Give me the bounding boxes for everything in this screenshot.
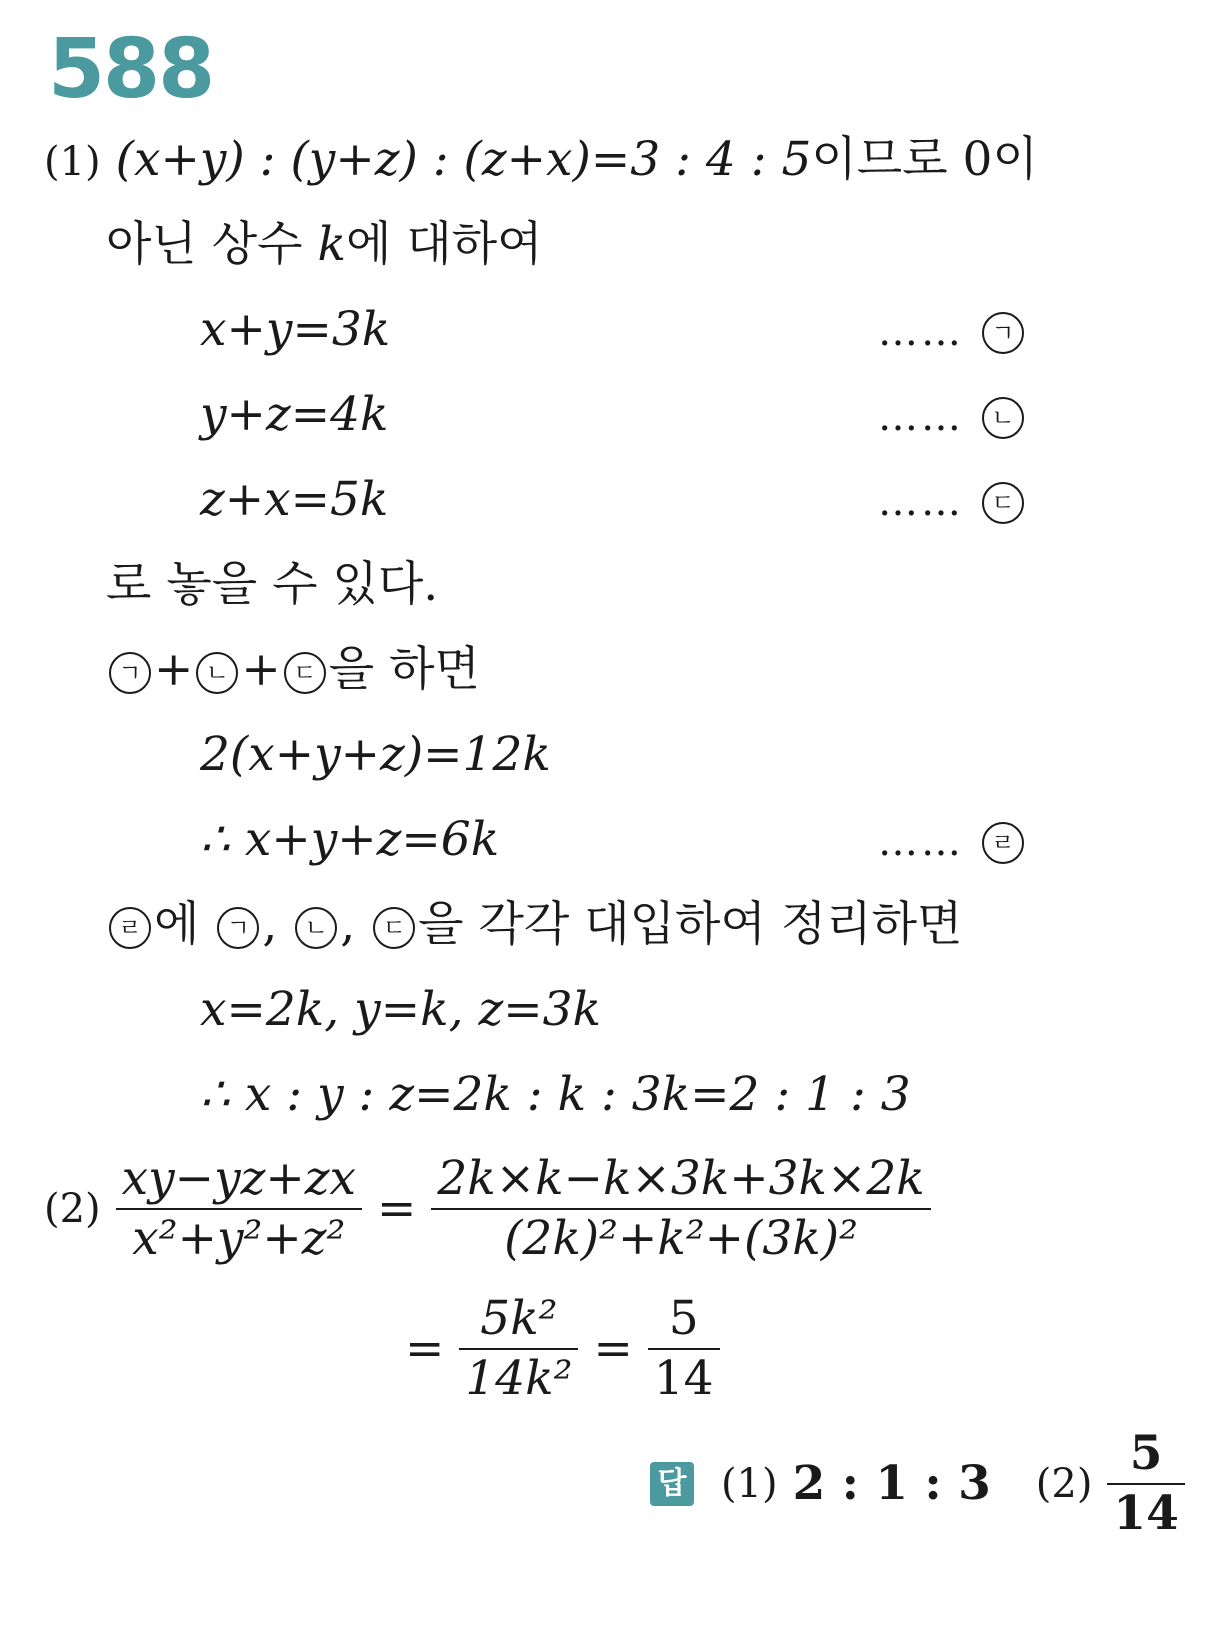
- fraction-2: [431, 1150, 930, 1268]
- circled-label-icon: ㄴ: [196, 652, 238, 694]
- answer-tag-2: (2): [1035, 1461, 1093, 1507]
- fraction-2-denominator: (2k)²+k²+(3k)²: [504, 1211, 858, 1266]
- line2-suffix: 에 대하여: [345, 217, 543, 272]
- part1-line10: [106, 895, 962, 955]
- line2-var: k: [317, 217, 346, 272]
- fraction-3-numerator: 5k²: [459, 1290, 578, 1350]
- equation-1-label: [878, 300, 1027, 362]
- equation-5: ∴ x+y+z=6k: [200, 812, 500, 867]
- problem-number: 588: [48, 22, 214, 117]
- equation-7: ∴ x : y : z=2k : k : 3k=2 : 1 : 3: [200, 1067, 911, 1122]
- answer-fraction-numerator: 5: [1107, 1425, 1184, 1485]
- answer-badge: 답: [650, 1462, 694, 1506]
- fraction-2-numerator: 2k×k−k×3k+3k×2k: [431, 1150, 930, 1210]
- part2-line1: [44, 1150, 931, 1268]
- circled-label-icon: ㄷ: [982, 482, 1024, 524]
- line10-suffix: 을 각각 대입하여 정리하면: [418, 897, 963, 952]
- line2-prefix: 아닌 상수: [106, 217, 318, 272]
- fraction-1-denominator: x²+y²+z²: [132, 1211, 346, 1266]
- circled-label-icon: ㄹ: [982, 822, 1024, 864]
- circled-label-icon: ㄷ: [284, 652, 326, 694]
- equation-1: x+y=3k: [200, 302, 391, 357]
- fraction-4: [648, 1290, 720, 1408]
- equation-3-label: [878, 470, 1027, 532]
- answer-fraction: [1107, 1425, 1184, 1543]
- part1-line1: [44, 130, 1038, 192]
- part1-line2: [106, 215, 543, 275]
- part1-tag: (1): [44, 139, 101, 185]
- circled-label-icon: ㄹ: [109, 907, 151, 949]
- part1-line1-text: 이므로 0이: [811, 132, 1038, 187]
- equation-2: y+z=4k: [200, 387, 389, 442]
- dots: ……: [878, 479, 964, 525]
- circled-label-icon: ㄱ: [982, 312, 1024, 354]
- equals-sign: =: [593, 1321, 633, 1376]
- dots: ……: [878, 394, 964, 440]
- answer-tag-1: (1): [720, 1461, 778, 1507]
- comma: ,: [262, 897, 278, 952]
- circled-label-icon: ㄱ: [217, 907, 259, 949]
- plus-sign: +: [154, 642, 194, 697]
- circled-label-icon: ㄴ: [982, 397, 1024, 439]
- part1-line6: 로 놓을 수 있다.: [106, 557, 439, 612]
- part1-line7: [106, 640, 480, 700]
- part2-line2: [405, 1290, 720, 1408]
- comma: ,: [340, 897, 356, 952]
- answer-line: [650, 1425, 1185, 1543]
- dots: ……: [878, 309, 964, 355]
- part2-tag: (2): [44, 1186, 101, 1232]
- dots: ……: [878, 819, 964, 865]
- equals-sign: =: [376, 1181, 417, 1236]
- circled-label-icon: ㄱ: [109, 652, 151, 694]
- circled-label-icon: ㄷ: [373, 907, 415, 949]
- ratio-equation: (x+y) : (y+z) : (z+x)=3 : 4 : 5: [115, 132, 812, 187]
- equation-5-label: [878, 810, 1027, 872]
- circled-label-icon: ㄴ: [295, 907, 337, 949]
- fraction-3-denominator: 14k²: [465, 1351, 573, 1406]
- answer-value-1: 2 : 1 : 3: [792, 1456, 991, 1511]
- fraction-1-numerator: xy−yz+zx: [116, 1150, 362, 1210]
- fraction-4-numerator: 5: [648, 1290, 720, 1350]
- equation-3: z+x=5k: [200, 472, 389, 527]
- answer-fraction-denominator: 14: [1113, 1486, 1179, 1541]
- line10-mid: 에: [154, 897, 215, 952]
- fraction-4-denominator: 14: [653, 1351, 714, 1406]
- line7-suffix: 을 하면: [328, 642, 480, 697]
- equation-4: 2(x+y+z)=12k: [200, 727, 551, 782]
- equation-6: x=2k, y=k, z=3k: [200, 982, 601, 1037]
- equation-2-label: [878, 385, 1027, 447]
- fraction-3: [459, 1290, 578, 1408]
- equals-sign: =: [405, 1321, 445, 1376]
- plus-sign: +: [241, 642, 281, 697]
- fraction-1: [116, 1150, 362, 1268]
